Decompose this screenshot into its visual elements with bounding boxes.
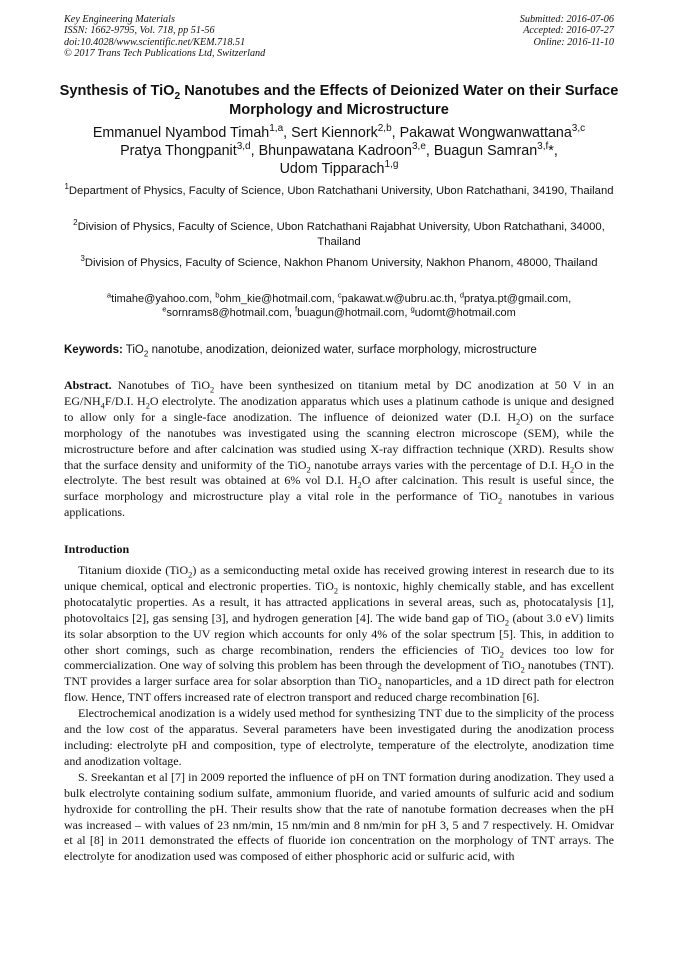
journal-doi[interactable]: doi:10.4028/www.scientific.net/KEM.718.51 — [64, 36, 246, 48]
paragraph: Electrochemical anodization is a widely used method for synthesizing TNT due to the simplicity of the process and the low cost of the apparatus. Several parameters have been investigated during the anodization process including: electrolyte pH and composition, type of electrolyte, temperature of the electrolyte, anodization time and anodization voltage. — [64, 706, 614, 768]
author-emails: $^a$timahe@yahoo.com, $^b$ohm_kie@hotmail.com, $^c$pakawat.w@ubru.ac.th, $^d$pratya.pt@gmail.com, $^e$sornrams8@hotmail.com, $^f$buagun@hotmail.com, $^g$udomt@hotmail.com — [106, 290, 572, 319]
journal-header-right — [520, 14, 614, 48]
affiliation-1: $^1$Department of Physics, Faculty of Science, Ubon Ratchathani University, Ubon Ratchathani, 34190, Thailand — [64, 182, 614, 197]
accepted-date: Accepted: 2016-07-27 — [523, 25, 614, 37]
author-name: Bhunpawatana Kadroon — [258, 143, 412, 159]
journal-copyright: © 2017 Trans Tech Publications Ltd, Switzerland — [64, 47, 266, 59]
author-name: Pratya Thongpanit — [120, 143, 237, 159]
keywords-label: Keywords: — [64, 344, 123, 356]
author-name: Pakawat Wongwanwattana — [399, 125, 572, 141]
author-name: Buagun Samran — [433, 143, 538, 159]
keywords: Keywords: TiO$_2$ nanotube, anodization, deionized water, surface morphology, microstructure — [64, 344, 537, 359]
author-list: Emmanuel Nyambod Timah$^{1,a}$, Sert Kiennork$^{2,b}$, Pakawat Wongwanwattana$^{3,c}$ Pratya Thongpanit$^{3,d}$, Bhunpawatana Kadroon$^{3,e}$, Buagun Samran$^{3,f}$*, Udom Tipparach$^{1,g}$ — [92, 123, 586, 177]
submitted-date: Submitted: 2016-07-06 — [519, 14, 614, 25]
email-link[interactable]: buagun@hotmail.com, — [297, 307, 411, 319]
affiliation-3: $^3$Division of Physics, Faculty of Science, Nakhon Phanom University, Nakhon Phanom, 48000, Thailand — [80, 254, 598, 269]
paper-title: Synthesis of TiO$_2$ Nanotubes and the Effects of Deionized Water on their Surface Morphology and Microstructure — [59, 83, 619, 118]
email-link[interactable]: ohm_kie@hotmail.com, — [219, 293, 338, 305]
affiliation-2: $^2$Division of Physics, Faculty of Science, Ubon Ratchathani Rajabhat University, Ubon Ratchathani, 34000, Thailand — [73, 218, 605, 248]
email-link[interactable]: pakawat.w@ubru.ac.th, — [341, 293, 460, 305]
author-name: Udom Tipparach — [279, 161, 385, 177]
journal-issn: ISSN: 1662-9795, Vol. 718, pp 51-56 — [64, 25, 215, 37]
section-heading-introduction: Introduction — [64, 542, 130, 556]
abstract: Abstract. Nanotubes of TiO$_2$ have been synthesized on titanium metal by DC anodization at 50 V in an $EG/NH_4F/D.I$. $H_2O$ electrolyte. The anodization apparatus which uses a platinum cathode is unique and designed to allow only for a single-face anodization. The influence of deionized water (D.I. $H_2O$) on the surface morphology of the nanotubes was investigated using the scanning electron microscope (SEM), while the microstructure before and after calcination was studied using X-ray diffraction technique (XRD). Results show that the surface density and uniformity of the TiO$_2$ nanotube arrays varies with the percentage of D.I. $H_2O$ in the electrolyte. The best result was obtained at 6% vol D.I. $H_2O$ after calcination. This result is useful since, the surface morphology and microstructure play a vital role in the performance of TiO$_2$ nanotubes in various applications. — [64, 378, 615, 520]
journal-header-left — [64, 14, 265, 59]
paragraph: S. Sreekantan et al [7] in 2009 reported the influence of pH on TNT formation during anodization. They used a bulk electrolyte containing sodium sulfate, ammonium fluoride, and varied amounts of sulfuric acid and sodium hydroxide for controlling the pH. Their results show that the rate of nanotube formation decreases when the pH was increased – with values of 23 nm/min, 15 nm/min and 8 nm/min for pH 3, 5 and 7 respectively. H. Omidvar et al [8] in 2011 demonstrated the effects of fluoride ion concentration on the morphology of TNT arrays. The electrolyte for anodization used was composed of either phosphoric acid or sulfuric acid, with — [64, 769, 614, 864]
paragraph: Titanium dioxide (TiO$_2$) as a semiconducting metal oxide has received growing interest in research due to its unique chemical, optical and electronic properties. TiO$_2$ is nontoxic, highly chemically stable, and has excellent photocatalytic properties. As a result, it has attracted applications in several areas, such as, photocatalysis [1], photovoltaics [2], gas sensing [3], and hydrogen generation [4]. The wide band gap of TiO$_2$ (about 3.0 eV) limits its solar absorption to the UV region which accounts for only 4% of the solar spectrum [5]. This, in addition to other short comings, such as charge recombination, renders the efficiencies of TiO$_2$ devices too low for commercialization. One way of solving this problem has been through the development of TiO$_2$ nanotubes (TNT). TNT provides a larger surface area for solar absorption than TiO$_2$ nanoparticles, and a 1D direct path for electron flow. Hence, TNT offers increased rate of electron transport and reduced charge recombination [6]. — [64, 563, 615, 705]
email-link[interactable]: sornrams8@hotmail.com, — [166, 307, 296, 319]
introduction-body — [64, 563, 614, 865]
email-link[interactable]: udomt@hotmail.com — [414, 307, 516, 319]
abstract-label: Abstract. — [64, 378, 112, 392]
corresponding-author-mark: * — [548, 143, 554, 159]
email-link[interactable]: pratya.pt@gmail.com, — [463, 293, 572, 305]
author-name: Emmanuel Nyambod Timah — [92, 125, 270, 141]
online-date: Online: 2016-11-10 — [533, 36, 614, 48]
journal-name: Key Engineering Materials — [64, 14, 175, 25]
email-link[interactable]: timahe@yahoo.com, — [111, 293, 216, 305]
author-name: Sert Kiennork — [291, 125, 378, 141]
